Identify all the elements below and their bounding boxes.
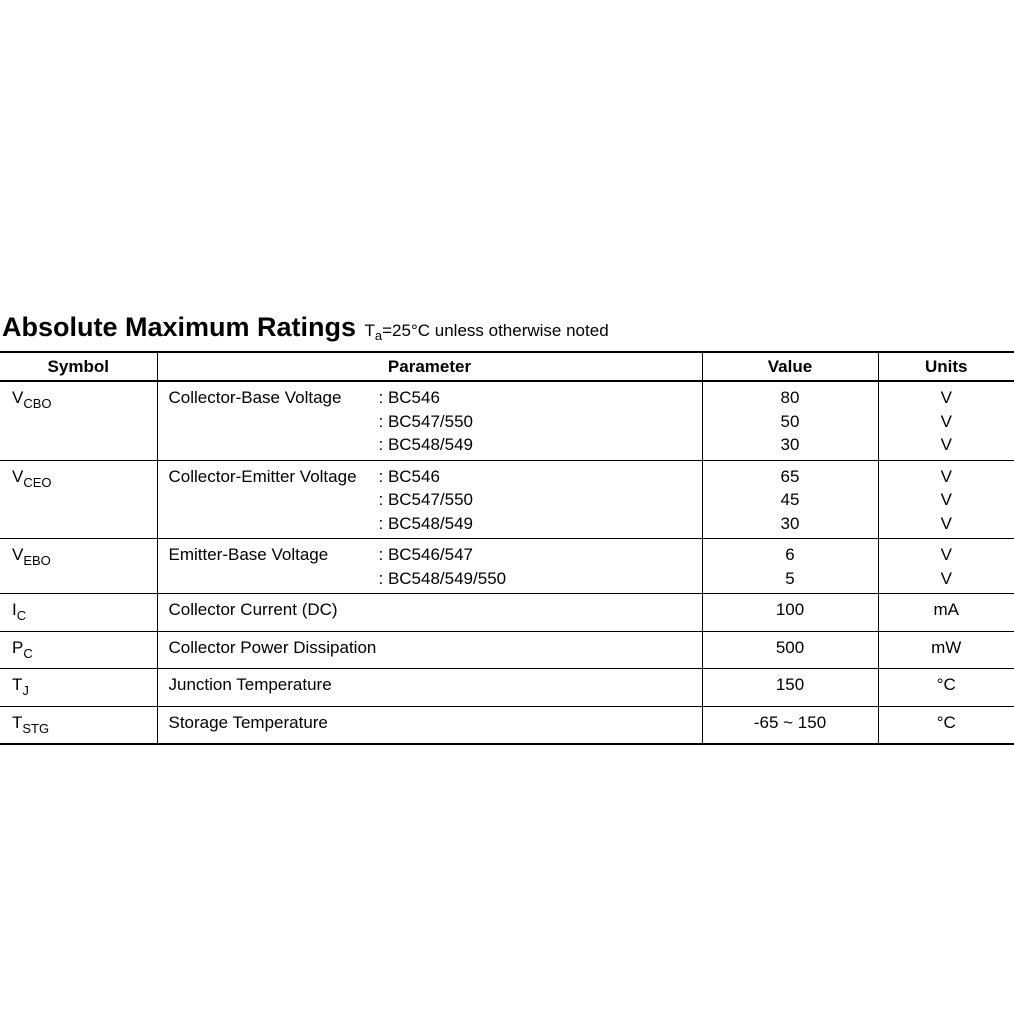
unit-text: V: [940, 513, 952, 533]
symbol-main: I: [12, 600, 17, 619]
value-text: 30: [780, 513, 800, 533]
table-row-group: [0, 539, 1014, 594]
parameter-cell: [157, 594, 702, 632]
parameter-variant: : BC546/547: [378, 545, 474, 564]
table-row-group: [0, 381, 1014, 460]
parameter-variant: : BC547/550: [378, 490, 474, 509]
section-title: Absolute Maximum Ratings: [2, 312, 357, 342]
parameter-variant: : BC546: [378, 466, 440, 486]
table-header: [0, 352, 1014, 381]
parameter-name: Collector Power Dissipation: [168, 637, 377, 657]
symbol-cell: [0, 631, 157, 669]
value-cell: [702, 460, 878, 539]
unit-text: V: [940, 490, 952, 509]
unit-text: V: [940, 435, 952, 454]
table-row: [0, 539, 1014, 594]
table-row-group: [0, 706, 1014, 744]
symbol-cell: [0, 460, 157, 539]
header-parameter: Parameter: [157, 352, 702, 381]
value-text: 500: [775, 637, 805, 657]
table-row: [0, 460, 1014, 539]
value-cell: [702, 594, 878, 632]
symbol-main: V: [12, 388, 24, 407]
table-row: [0, 381, 1014, 460]
units-cell: [878, 631, 1014, 669]
symbol-main: V: [12, 545, 24, 564]
header-row: [0, 352, 1014, 381]
parameter-cell: [157, 539, 702, 594]
parameter-name: Collector Current (DC): [168, 600, 338, 619]
parameter-cell: [157, 631, 702, 669]
ratings-table: [0, 351, 1014, 745]
symbol-subscript: J: [22, 683, 29, 698]
parameter-name: Junction Temperature: [168, 675, 332, 694]
parameter-variants: [379, 386, 474, 457]
header-value: Value: [702, 352, 878, 381]
unit-text: mA: [933, 600, 959, 619]
table-row: [0, 669, 1014, 707]
symbol-cell: [0, 594, 157, 632]
table-row-group: [0, 460, 1014, 539]
symbol-main: T: [12, 675, 23, 694]
symbol-cell: [0, 539, 157, 594]
value-text: -65 ~ 150: [753, 712, 827, 732]
value-text: 6: [785, 545, 795, 564]
units-cell: [878, 594, 1014, 632]
unit-text: mW: [931, 637, 962, 657]
symbol-subscript: EBO: [23, 553, 51, 568]
value-text: 45: [780, 490, 800, 509]
value-text: 30: [780, 435, 800, 454]
unit-text: V: [940, 466, 952, 486]
symbol-subscript: CBO: [23, 396, 52, 411]
value-text: 150: [775, 675, 805, 694]
parameter-variants: [379, 465, 474, 536]
value-cell: [702, 706, 878, 744]
symbol-main: P: [12, 637, 24, 657]
units-cell: [878, 539, 1014, 594]
symbol-cell: [0, 706, 157, 744]
table-row-group: [0, 594, 1014, 632]
parameter-name: Storage Temperature: [168, 712, 328, 732]
parameter-cell: [157, 669, 702, 707]
unit-text: °C: [936, 712, 956, 732]
parameter-variant: : BC547/550: [378, 411, 474, 431]
value-text: 100: [775, 600, 805, 619]
symbol-cell: [0, 669, 157, 707]
value-cell: [702, 539, 878, 594]
condition-subscript: a: [374, 328, 383, 343]
unit-text: V: [940, 568, 952, 588]
unit-text: V: [940, 411, 952, 431]
value-cell: [702, 669, 878, 707]
value-cell: [702, 381, 878, 460]
symbol-subscript: C: [16, 608, 27, 623]
table-row-group: [0, 669, 1014, 707]
condition-suffix: =25°C unless otherwise noted: [382, 321, 609, 340]
parameter-variant: : BC548/549/550: [378, 568, 507, 588]
table-row: [0, 631, 1014, 669]
parameter-name: Emitter-Base Voltage: [168, 545, 329, 564]
symbol-cell: [0, 381, 157, 460]
parameter-variant: : BC548/549: [378, 435, 474, 454]
units-cell: [878, 669, 1014, 707]
section-heading: [2, 312, 609, 343]
value-text: 80: [780, 388, 800, 407]
parameter-cell: [157, 381, 702, 460]
test-condition: [364, 321, 609, 343]
units-cell: [878, 381, 1014, 460]
unit-text: V: [940, 545, 952, 564]
table-row: [0, 706, 1014, 744]
symbol-subscript: CEO: [23, 474, 52, 490]
header-units: Units: [878, 352, 1014, 381]
symbol-subscript: C: [23, 645, 33, 661]
header-symbol: Symbol: [0, 352, 157, 381]
table-row: [0, 594, 1014, 632]
value-text: 5: [785, 568, 795, 588]
unit-text: V: [940, 388, 952, 407]
value-text: 50: [780, 411, 800, 431]
units-cell: [878, 706, 1014, 744]
symbol-main: V: [12, 466, 24, 486]
table-row-group: [0, 631, 1014, 669]
parameter-name: Collector-Base Voltage: [168, 388, 342, 407]
symbol-subscript: STG: [22, 720, 50, 736]
symbol-main: T: [12, 712, 23, 732]
parameter-name: Collector-Emitter Voltage: [168, 466, 357, 486]
value-cell: [702, 631, 878, 669]
condition-prefix: T: [364, 321, 375, 340]
parameter-variant: : BC548/549: [378, 513, 474, 533]
unit-text: °C: [936, 675, 956, 694]
units-cell: [878, 460, 1014, 539]
parameter-cell: [157, 460, 702, 539]
parameter-variants: [379, 543, 507, 590]
value-text: 65: [780, 466, 800, 486]
parameter-variant: : BC546: [378, 388, 440, 407]
parameter-cell: [157, 706, 702, 744]
